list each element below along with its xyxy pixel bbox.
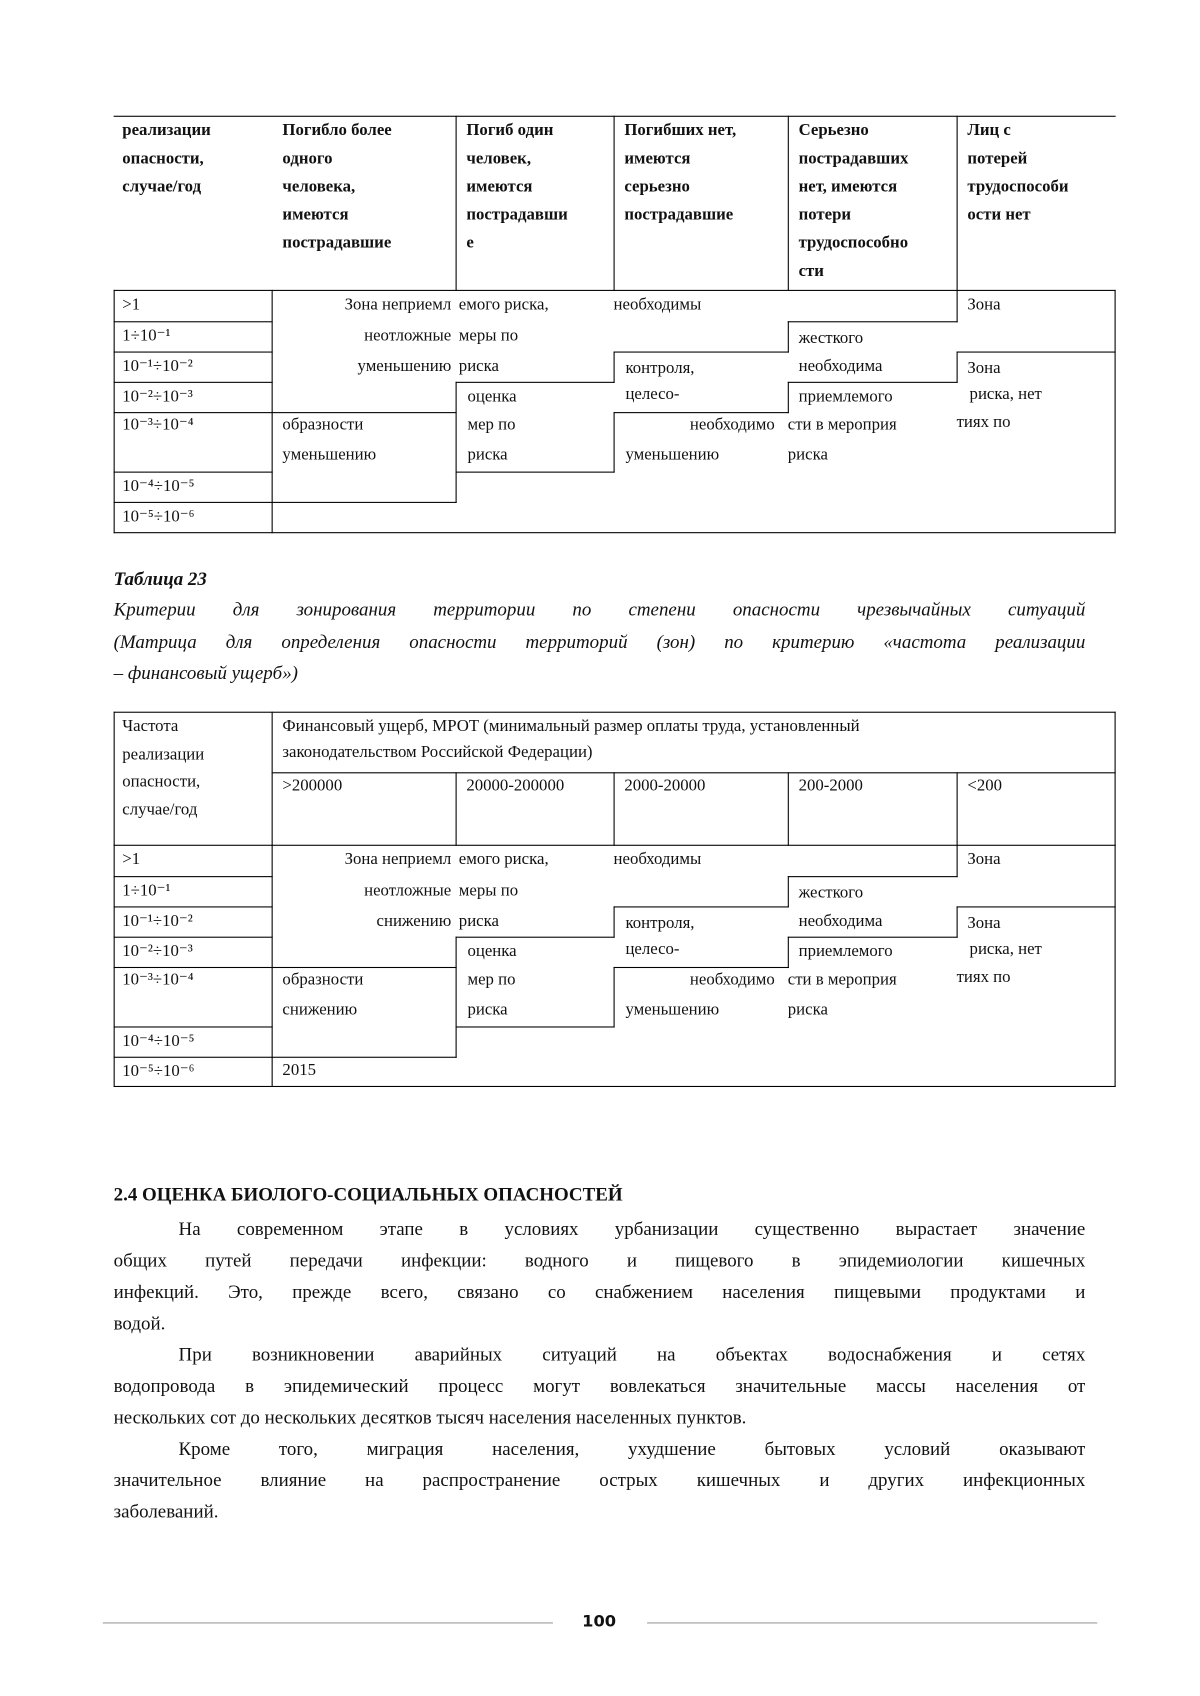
zone-text: контроля, [625, 913, 695, 933]
zone-text: Зона [967, 913, 1001, 933]
table-rule [1115, 290, 1116, 533]
zone-text: необходима [798, 911, 883, 931]
paragraph-line: На современном этапе в условиях урбанизации существенно вырастает значение [178, 1217, 1086, 1240]
section-heading: 2.4 ОЦЕНКА БИОЛОГО-СОЦИАЛЬНЫХ ОПАСНОСТЕЙ [113, 1183, 623, 1205]
zone-text: мер по [467, 415, 516, 434]
table-caption [114, 594, 1086, 690]
table-rule [272, 712, 273, 846]
table-rule [456, 937, 615, 938]
zone-text: Зона [967, 359, 1001, 378]
table-rule [788, 382, 958, 383]
table-rule [788, 321, 789, 352]
column-header-frequency: Частота реализации опасности, случае/год [122, 717, 205, 819]
zone-text: уменьшению [625, 1000, 720, 1019]
column-header: Погибших нет, имеются серьезно пострадавшие [624, 121, 737, 224]
frequency-label: >1 [122, 850, 141, 869]
table-rule [114, 321, 273, 322]
zone-text: жесткого [798, 328, 864, 348]
column-subheader: >200000 [282, 776, 343, 795]
frequency-label: 10⁻²÷10⁻³ [122, 387, 193, 406]
table-rule [114, 502, 273, 503]
table-rule [114, 906, 273, 907]
frequency-label: 10⁻¹÷10⁻² [122, 911, 193, 931]
table-rule [957, 352, 958, 383]
table-rule [788, 382, 789, 413]
paragraph-line: нескольких сот до нескольких десятков тысяч населения населенных пунктов. [113, 1406, 747, 1428]
table-rule [114, 472, 273, 473]
paragraph-line: общих путей передачи инфекции: водного и пищевого в эпидемиологии кишечных [113, 1249, 1086, 1271]
zone-text: жесткого [798, 883, 864, 903]
zone-text: неотложные [364, 326, 452, 346]
table-rule [788, 937, 789, 968]
column-subheader: 20000-200000 [466, 776, 565, 795]
cell-note: 2015 [282, 1061, 316, 1080]
table-rule [272, 412, 457, 413]
paragraph-line: значительное влияние на распространение острых кишечных и других инфекционных [113, 1468, 1086, 1491]
zone-text: оценка [467, 942, 517, 961]
table-rule [456, 772, 457, 846]
table-rule [957, 906, 958, 937]
zone-text: емого риска, [458, 850, 549, 869]
table-rule [114, 712, 115, 846]
footer-rule-left [103, 1622, 553, 1623]
table-rule [114, 845, 1116, 846]
frequency-label: 1÷10⁻¹ [122, 881, 171, 900]
table-rule [788, 116, 789, 291]
zone-text: сти в мероприя [787, 970, 897, 989]
zone-text: Зона [967, 850, 1001, 869]
zone-text: контроля, [625, 359, 695, 378]
table-rule [114, 1086, 1116, 1087]
table-rule [614, 967, 615, 1028]
table-rule [1115, 845, 1116, 1087]
zone-text: необходимы [613, 295, 702, 314]
table-rule [614, 906, 789, 907]
column-header: Серьезно пострадавших нет, имеются потери трудоспособно сти [798, 121, 909, 281]
zone-text: Зона [967, 295, 1001, 314]
table-rule [456, 116, 457, 291]
table-rule [272, 845, 273, 1087]
table-rule [788, 876, 958, 877]
caption-line: (Матрица для определения опасности территорий (зон) по критерию «частота реализации [113, 630, 1086, 652]
zone-text: риска [467, 445, 508, 465]
zone-text: образности [282, 415, 364, 434]
zone-text: необходимы [613, 850, 702, 869]
zone-text: целесо- [625, 939, 680, 959]
zone-text: оценка [467, 387, 517, 406]
zone-text: необходимо [689, 970, 775, 989]
frequency-label: 10⁻⁴÷10⁻⁵ [122, 1031, 195, 1051]
zone-text: уменьшению [625, 445, 720, 465]
table-rule [456, 382, 615, 383]
table-rule [114, 352, 273, 353]
frequency-label: 10⁻³÷10⁻⁴ [122, 415, 194, 434]
table-rule [456, 1026, 615, 1027]
paragraph-line: При возникновении аварийных ситуаций на объектах водоснабжения и сетях [178, 1343, 1086, 1365]
zone-text: снижению [282, 1000, 358, 1019]
table-rule [614, 412, 789, 413]
table-rule [114, 382, 273, 383]
zone-text: необходимо [689, 415, 775, 434]
table-rule [788, 321, 958, 322]
table-rule [614, 352, 615, 383]
paragraph-line: водопровода в эпидемический процесс могут вовлекаться значительные массы населения от [113, 1374, 1086, 1397]
table-rule [114, 290, 1116, 291]
table-rule [788, 772, 789, 846]
frequency-label: 1÷10⁻¹ [122, 326, 171, 346]
frequency-label: 10⁻²÷10⁻³ [122, 942, 193, 961]
table-rule [957, 906, 1116, 907]
zone-text: меры по [458, 326, 519, 346]
column-header: Погибло более одного человека, имеются пострадавшие [282, 121, 392, 253]
paragraph-line: инфекций. Это, прежде всего, связано со снабжением населения пищевыми продуктами и [113, 1280, 1086, 1303]
table-rule [114, 532, 1116, 533]
column-subheader: 2000-20000 [624, 776, 706, 795]
caption-line: – финансовый ущерб») [113, 661, 299, 684]
section-body [114, 1214, 1086, 1528]
table-rule [614, 772, 615, 846]
zone-text: целесо- [625, 385, 680, 404]
table-rule [272, 772, 1116, 773]
zone-text: приемлемого [798, 942, 893, 961]
zone-text: риска [787, 1000, 828, 1019]
table-rule [114, 876, 273, 877]
zone-text: неотложные [364, 881, 452, 900]
table-rule [114, 1057, 273, 1058]
paragraph-line: водой. [113, 1311, 166, 1334]
column-subheader: <200 [967, 776, 1003, 795]
table-rule [957, 290, 958, 322]
table-rule [456, 472, 615, 473]
zone-text: уменьшению [282, 445, 377, 465]
table-rule [114, 1026, 273, 1027]
zone-text: риска, нет [969, 385, 1042, 404]
zone-text: образности [282, 970, 364, 989]
footer-rule-right [647, 1622, 1097, 1623]
column-header: Лиц с потерей трудоспособи ости нет [967, 121, 1069, 224]
table-rule [614, 906, 615, 937]
table-rule [614, 412, 615, 473]
column-header: Погиб один человек, имеются пострадавши е [466, 121, 568, 253]
zone-text: тиях по [956, 968, 1011, 987]
zone-text: риска [458, 911, 499, 931]
table-rule [272, 1057, 457, 1058]
zone-text: риска [467, 1000, 508, 1019]
table-rule [456, 937, 457, 1058]
paragraph-line: заболеваний. [113, 1500, 219, 1522]
caption-line: Критерии для зонирования территории по степени опасности чрезвычайных ситуаций [113, 598, 1086, 620]
table-rule [114, 712, 1116, 713]
table-label: Таблица 23 [113, 567, 207, 590]
table-rule [1115, 712, 1116, 846]
zone-text: приемлемого [798, 387, 893, 406]
frequency-label: 10⁻¹÷10⁻² [122, 356, 193, 376]
zone-text: снижению [376, 911, 452, 931]
column-header-financial-damage: Финансовый ущерб, МРОТ (минимальный размер оплаты труда, установленный законодательством Российской Федерации) [282, 717, 860, 762]
table-rule [114, 412, 273, 413]
table-rule [272, 502, 457, 503]
zone-text: риска [458, 356, 499, 376]
frequency-label: 10⁻⁵÷10⁻⁶ [122, 507, 195, 526]
table-rule [957, 116, 958, 291]
column-header: реализации опасности, случае/год [122, 121, 211, 196]
frequency-label: 10⁻⁴÷10⁻⁵ [122, 476, 195, 496]
table-rule [788, 937, 958, 938]
table-rule [614, 967, 789, 968]
table-rule [114, 967, 273, 968]
frequency-label: 10⁻⁵÷10⁻⁶ [122, 1062, 195, 1081]
frequency-label: >1 [122, 295, 141, 314]
page-number: 100 [582, 1611, 617, 1632]
table-rule [114, 845, 115, 1087]
zone-text: мер по [467, 970, 516, 989]
table-rule [272, 967, 457, 968]
zone-text: тиях по [956, 413, 1011, 432]
frequency-label: 10⁻³÷10⁻⁴ [122, 970, 194, 989]
zone-text: сти в мероприя [787, 415, 897, 434]
zone-text: Зона неприемл [344, 295, 452, 314]
zone-text: емого риска, [458, 295, 549, 314]
table-rule [957, 772, 958, 846]
zone-text: необходима [798, 356, 883, 376]
paragraph-line: Кроме того, миграция населения, ухудшение бытовых условий оказывают [178, 1437, 1086, 1460]
table-rule [614, 116, 615, 291]
table-rule [957, 352, 1116, 353]
table-rule [957, 845, 958, 877]
zone-text: Зона неприемл [344, 850, 452, 869]
table-rule [114, 937, 273, 938]
zone-text: уменьшению [357, 356, 452, 376]
table-rule [456, 382, 457, 503]
zone-text: меры по [458, 881, 519, 900]
zone-text: риска [787, 445, 828, 465]
table-rule [788, 876, 789, 907]
zone-text: риска, нет [969, 939, 1042, 959]
table-rule [614, 352, 789, 353]
column-subheader: 200-2000 [798, 776, 863, 795]
